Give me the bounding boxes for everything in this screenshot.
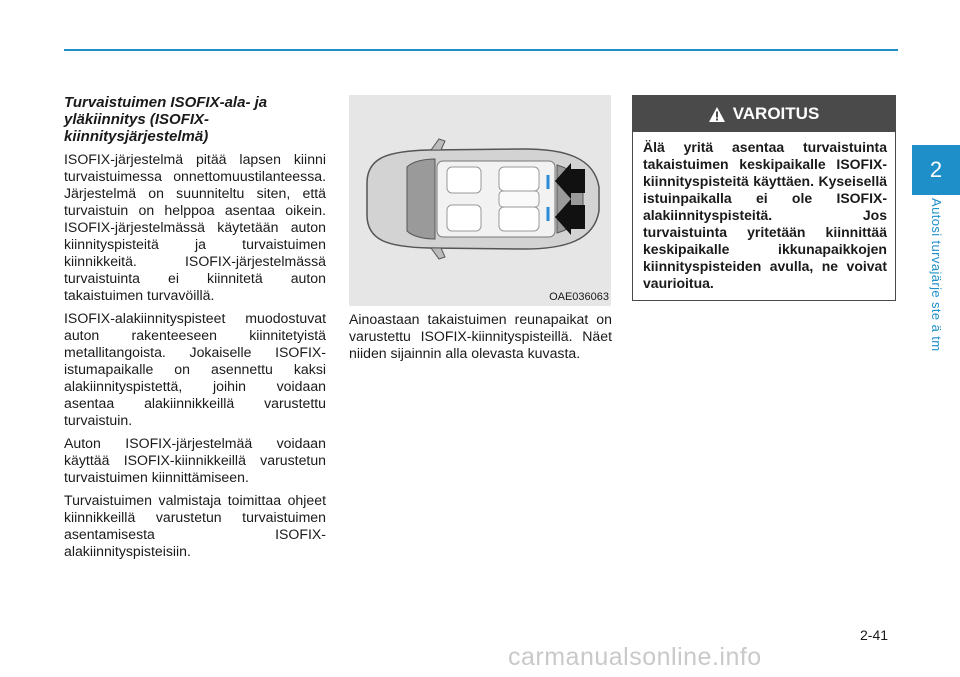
figure-code: OAE036063	[549, 291, 609, 303]
page-number: 2-41	[860, 627, 889, 643]
paragraph: ISOFIX-järjestelmä pitää lapsen kiinni turvaistuimessa onnettomuustilanteessa. Järjestelmä on suunniteltu siten, että turvaistuin on helppoa asentaa oikein. ISOFIX-järjestelmässä käytetään auton kiinnityspisteitä ja turvaistuimen kiinnikkeitä. ISOFIX-järjestelmässä turvaistuinta ei kiinnitetä auton takaistuimen turvavöillä.	[64, 151, 326, 303]
watermark: carmanualsonline.info	[508, 643, 762, 671]
paragraph: Ainoastaan takaistuimen reunapaikat on varustettu ISOFIX-kiinnityspisteillä. Näet niiden sijainnin alla olevasta kuvasta.	[349, 311, 612, 361]
left-column	[64, 94, 326, 566]
car-top-view-illustration	[349, 95, 611, 306]
warning-triangle-icon	[709, 107, 725, 122]
middle-column	[349, 311, 612, 368]
header-rule	[64, 49, 898, 51]
warning-text: Älä yritä asentaa turvaistuinta takaistuimen keskipaikalle ISOFIX-kiinnityspisteitä käyttäen. Kyseisellä istuinpaikalla ei ole ISOFIX-alakiinnityspisteitä. Jos turvaistuinta yritetään kiinnittää keskipaikalle ikkunapaikkojen kiinnityspisteiden avulla, ne voivat vaurioitua.	[643, 139, 887, 291]
paragraph: Turvaistuimen valmistaja toimittaa ohjeet kiinnikkeillä varustetun turvaistuimen asentamisesta ISOFIX-alakiinnityspisteisiin.	[64, 492, 326, 559]
chapter-number: 2	[929, 157, 943, 182]
isofix-figure	[349, 95, 611, 306]
warning-header	[633, 96, 895, 132]
paragraph: Auton ISOFIX-järjestelmää voidaan käyttää ISOFIX-kiinnikkeillä varustetun turvaistuimen kiinnittämiseen.	[64, 435, 326, 485]
chapter-title: Autosi turvajärje ste ä tm	[929, 198, 944, 352]
paragraph: ISOFIX-alakiinnityspisteet muodostuvat auton rakenteeseen kiinnitetyistä metallitangoista. Jokaiselle ISOFIX-istumapaikalle on asennettu kaksi alakiinnityspistettä, joihin voidaan asentaa alakiinnikkeillä varustettu turvaistuin.	[64, 310, 326, 428]
warning-title: VAROITUS	[732, 104, 820, 123]
warning-box	[632, 95, 896, 301]
chapter-tab[interactable]	[912, 145, 960, 195]
section-heading: Turvaistuimen ISOFIX-ala- ja yläkiinnitys (ISOFIX-kiinnitysjärjestelmä)	[64, 94, 268, 145]
